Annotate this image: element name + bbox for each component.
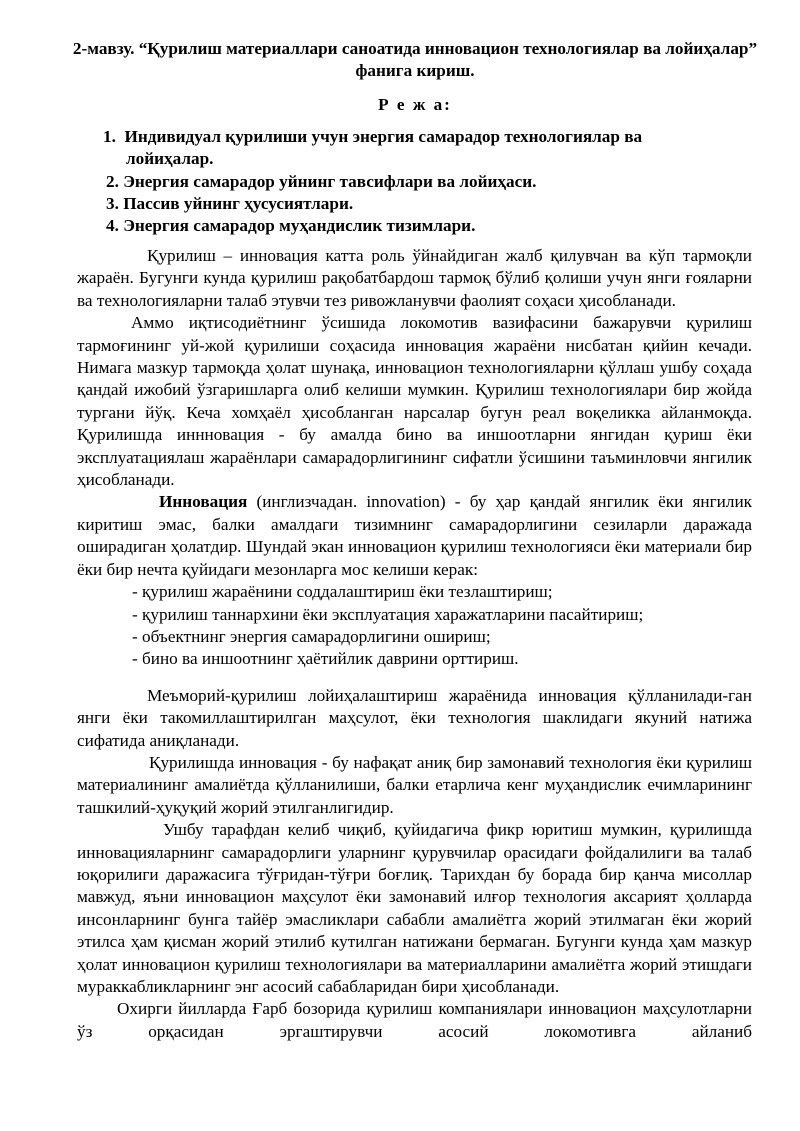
paragraph-2: Аммо иқтисодиётнинг ўсишида локомотив вазифасини бажарувчи қурилиш тармоғининг уй-жой қурилиши соҳасида инновация жараёни нисбатан қийин кечади. Нимага мазкур тармоқда ҳолат шунақа, инновацион технологияларни қўллаш ушбу соҳада қандай ижобий ўзгаришларга олиб келиши мумкин. Қурилиш технологиялари бир жойда тургани йўқ. Кеча хомҳаёл ҳисобланган нарсалар бугун реал воқеликка айланмоқда. Қурилишда иннновация - бу амалда бино ва иншоотларни янгидан қуриш ёки эксплуатациялаш жараёнлари самарадорлигининг сифатли ўсишини таъминловчи янгилик ҳисобланади.	[77, 313, 752, 490]
plan-item-number: 3.	[106, 194, 119, 213]
plan-item-number: 1.	[103, 127, 116, 146]
spacer	[77, 671, 752, 685]
plan-item-text: Энергия самарадор уйнинг тавсифлари ва лойиҳаси.	[123, 172, 537, 191]
plan-item-3	[106, 193, 353, 215]
list-item: - қурилиш жараёнини соддалаштириш ёки тезлаштириш;	[132, 582, 553, 602]
plan-item-1	[103, 126, 642, 148]
document-body	[77, 245, 752, 1043]
plan-item-text: Пассив уйнинг ҳусусиятлари.	[123, 194, 354, 213]
list-item: - қурилиш таннархини ёки эксплуатация харажатларини пасайтириш;	[132, 604, 644, 624]
plan-item-4	[106, 215, 475, 237]
paragraph-6: Ушбу тарафдан келиб чиқиб, қуйидагича фикр юритиш мумкин, қурилишда инновацияларнинг самарадорлиги уларнинг қурувчилар орасидаги фойдалилиги ва талаб юқорилиги даражасига тўғридан-тўғри боғлиқ. Тарихдан бу борада бир қанча мисоллар мавжуд, яъни инновацион маҳсулот ёки замонавий илғор технология аксарият ҳолларда инсонларнинг бунга тайёр эмасликлари сабабли амалиётга жорий этилмаган ёки жорий этилса ҳам қисман жорий этилиб кутилган натижани бермаган. Бугунги кунда ҳам мазкур ҳолат инновацион қурилиш технологиялари ва материалларини амалиётга жорий этишдаги мураккабликларнинг энг асосий сабабларидан бири ҳисобланади.	[77, 820, 752, 996]
plan-item-number: 4.	[106, 216, 119, 235]
plan-heading: Р е ж а:	[378, 95, 452, 114]
paragraph-1: Қурилиш – инновация катта роль ўйнайдиган жалб қилувчан ва кўп тармоқли жараён. Бугунги кунда қурилиш рақобатбардош тармоқ бўлиб қолиши учун янги ғояларни ва технологияларни талаб этувчи тез ривожланувчи фаолият соҳаси ҳисобланади.	[77, 246, 752, 310]
criteria-list	[132, 581, 752, 671]
list-item: - бино ва иншоотнинг ҳаётийлик даврини орттириш.	[132, 649, 519, 669]
paragraph-3-term: Инновация	[159, 492, 248, 512]
plan-item-2	[106, 171, 536, 193]
list-item: - объектнинг энергия самарадорлигини ошириш;	[132, 626, 491, 646]
plan-item-number: 2.	[106, 172, 119, 191]
paragraph-7: Охирги йилларда Ғарб бозорида қурилиш компаниялари инновацион маҳсулотларни ўз орқасидан эргаштирувчи асосий локомотивга айланиб	[77, 999, 752, 1041]
paragraph-4: Меъморий-қурилиш лойиҳалаштириш жараёнида инновация қўлланилади-ган янги ёки такомиллаштирилган маҳсулот, ёки технология шаклидаги якуний натижа сифатида аниқланади.	[77, 685, 752, 750]
plan-item-1-continued: лойиҳалар.	[126, 149, 214, 168]
paragraph-5: Қурилишда инновация - бу нафақат аниқ бир замонавий технология ёки қурилиш материалининг амалиётда қўлланилиши, балки етарлича кенг муҳандислик ечимларининг ташкилий-ҳуқуқий жорий этилганлигидир.	[77, 752, 752, 817]
paragraph-3-text: (инглизчадан. innovation) - бу ҳар қандай янгилик ёки янгилик киритиш эмас, балки амалдаги тизимнинг самарадорлигини сезиларли даражада оширадиган ҳолатдир. Шундай экан инновацион қурилиш технологияси ёки материали бир ёки бир нечта қуйидаги мезонларга мос келиши керак:	[77, 492, 752, 579]
plan-item-text: Индивидуал қурилиши учун энергия самарадор технологиялар ва	[124, 127, 643, 146]
plan-item-text: Энергия самарадор муҳандислик тизимлари.	[123, 216, 476, 235]
document-title: 2-мавзу. “Қурилиш материаллари саноатида инновацион технологиялар ва лойиҳалар” фанига кириш.	[72, 39, 758, 80]
paragraph-3	[77, 491, 752, 581]
